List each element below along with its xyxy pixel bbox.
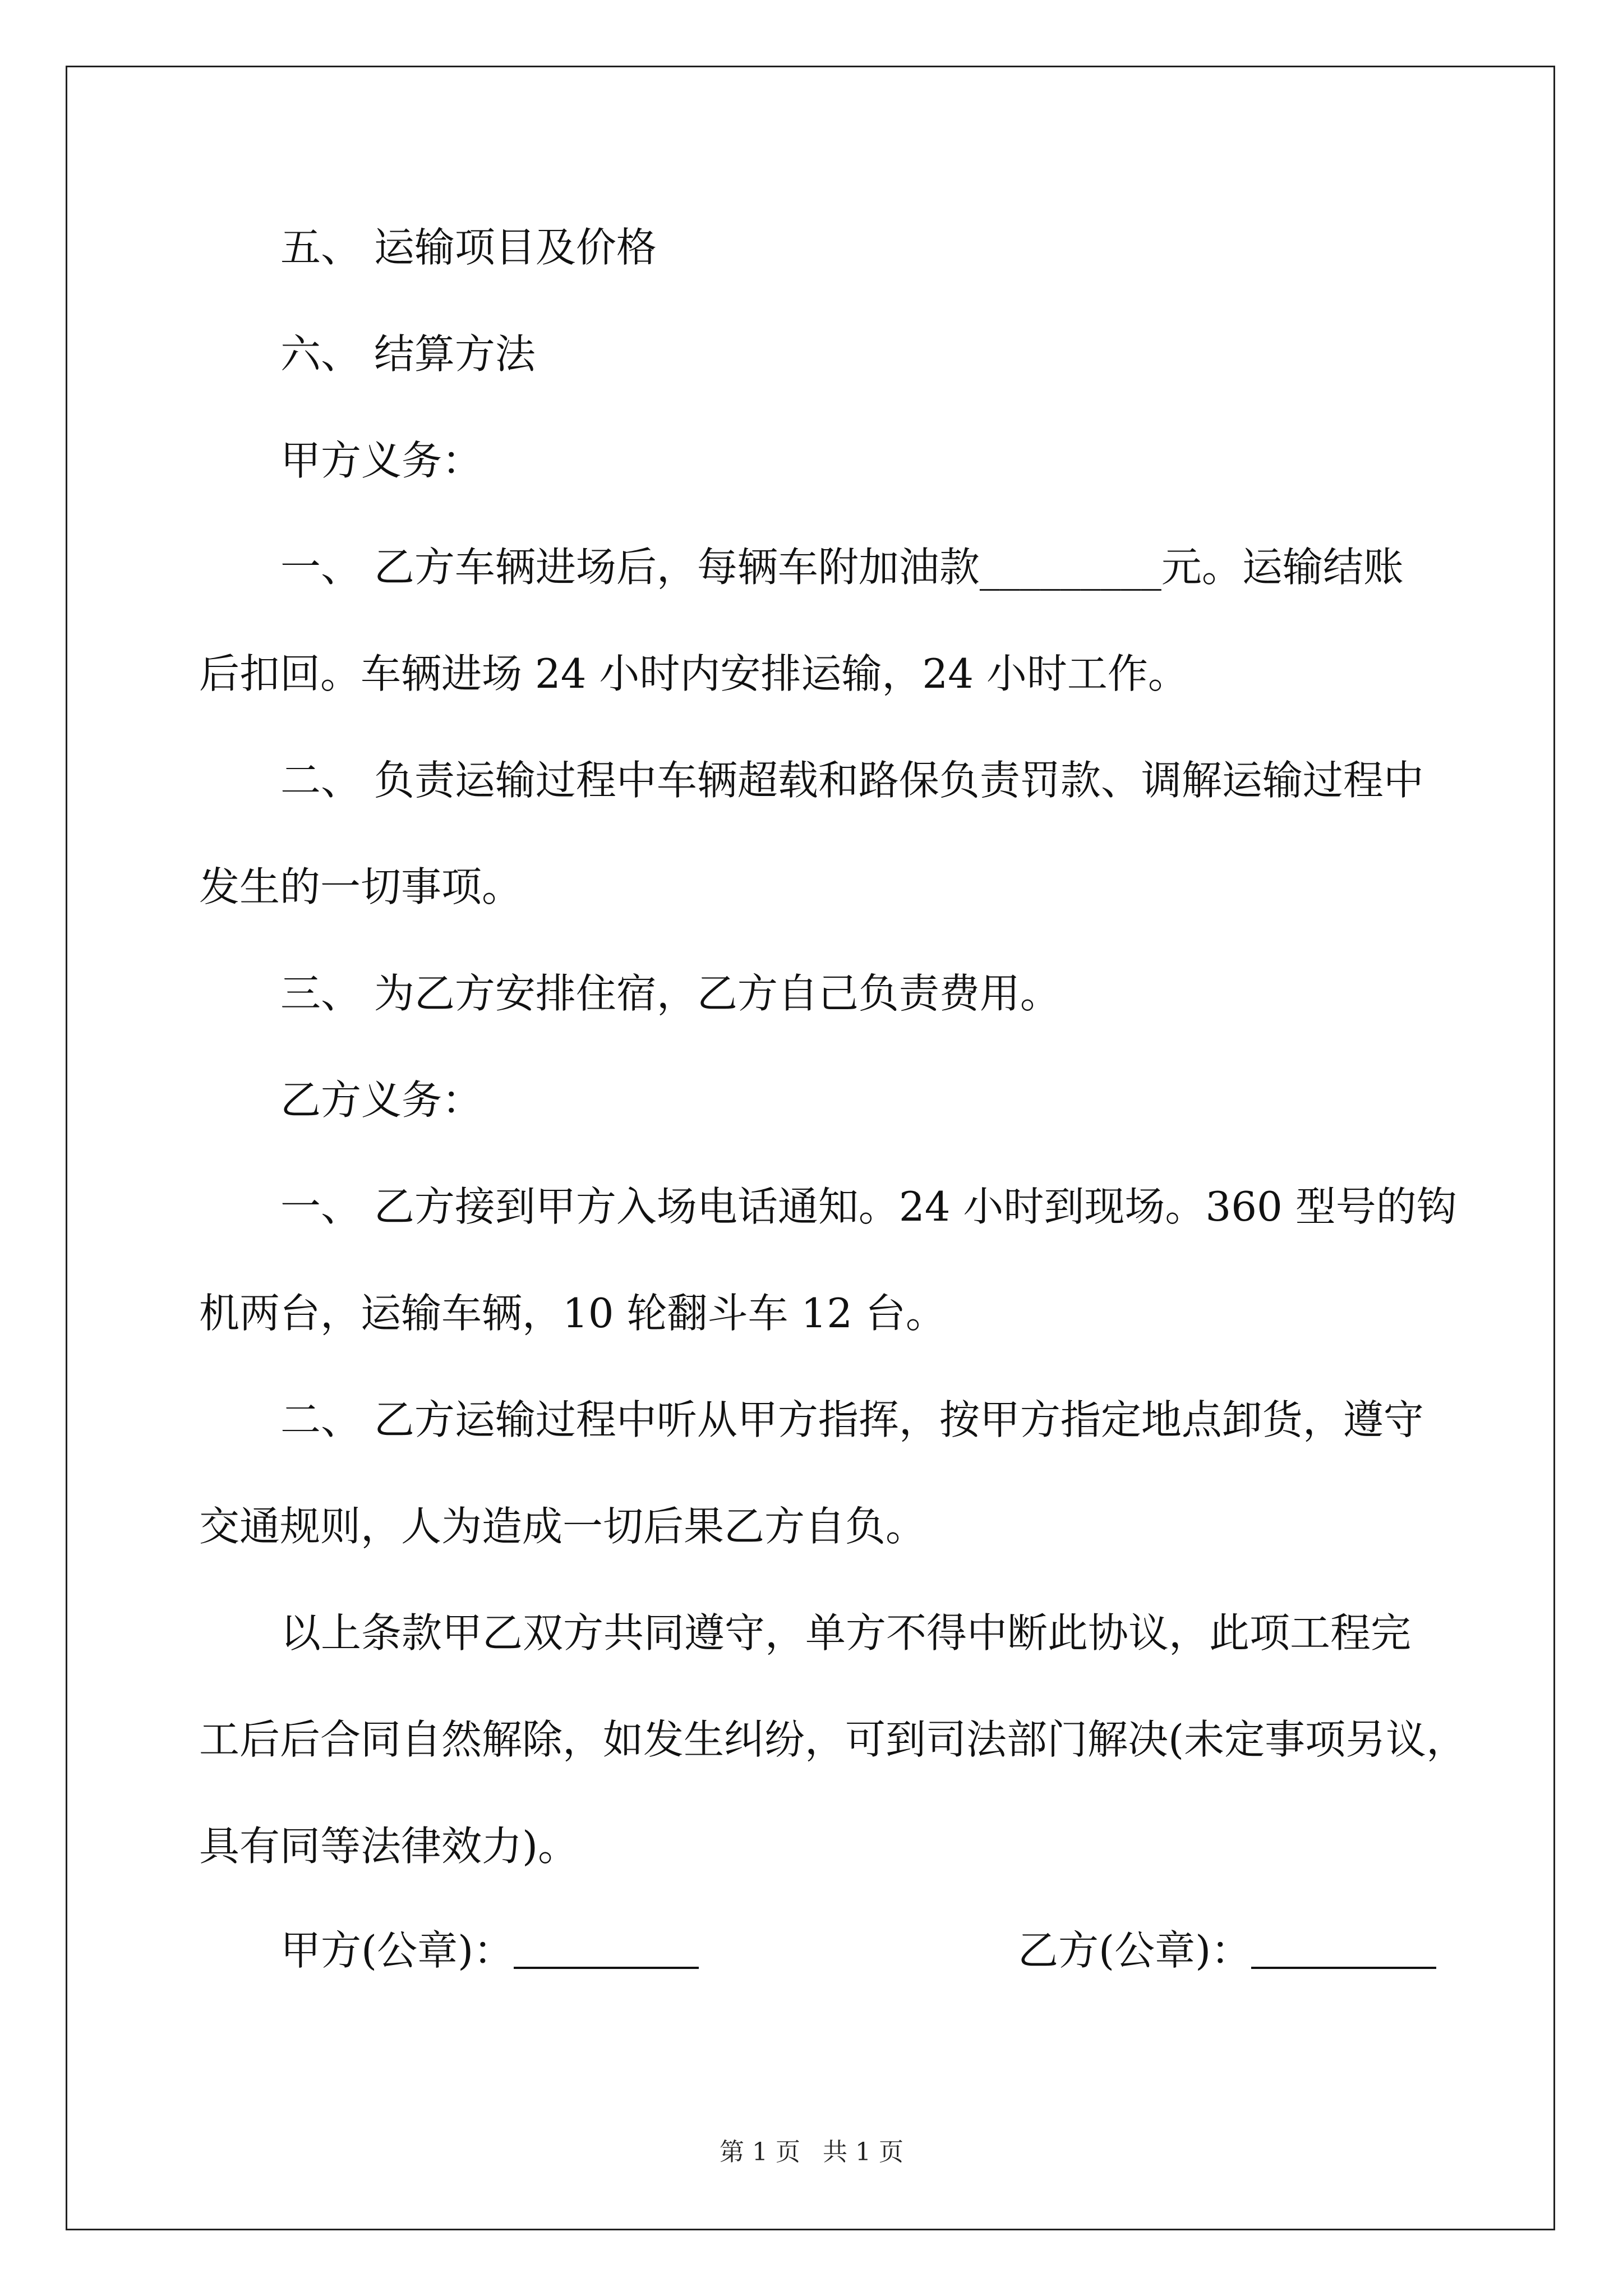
- signature-party-a-blank: [514, 1930, 699, 1969]
- party-a-duty-2-line-2: 发生的一切事项。: [199, 863, 523, 910]
- page-footer: [0, 2132, 1623, 2168]
- closing-paragraph-line-1: 以上条款甲乙双方共同遵守，单方不得中断此协议，此项工程完: [280, 1609, 1412, 1657]
- page-number: 第 1 页: [720, 2138, 800, 2166]
- party-a-duties-heading: 甲方义务：: [280, 437, 483, 484]
- party-a-duty-1-line-2: 后扣回。车辆进场 24 小时内安排运输，24 小时工作。: [199, 650, 1188, 697]
- page-total: 共 1 页: [823, 2138, 903, 2166]
- party-a-duty-2-line-1: 二、 负责运输过程中车辆超载和路保负责罚款、调解运输过程中: [280, 757, 1424, 804]
- party-a-duty-1-line-1: 一、 乙方车辆进场后，每辆车附加油款_________元。运输结账: [280, 544, 1404, 591]
- closing-paragraph-line-2: 工后后合同自然解除，如发生纠纷，可到司法部门解决(未定事项另议，: [199, 1716, 1467, 1763]
- clause-five: 五、 运输项目及价格: [280, 224, 657, 271]
- clause-six: 六、 结算方法: [280, 330, 536, 378]
- party-a-duty-3: 三、 为乙方安排住宿，乙方自己负责费用。: [280, 970, 1061, 1017]
- signature-party-a: [280, 1927, 699, 1974]
- signature-party-b-label: 乙方(公章)：: [1018, 1927, 1252, 1974]
- party-b-duty-1-line-2: 机两台，运输车辆，10 轮翻斗车 12 台。: [199, 1290, 946, 1337]
- signature-party-a-label: 甲方(公章)：: [280, 1927, 514, 1974]
- party-b-duty-2-line-1: 二、 乙方运输过程中听从甲方指挥，按甲方指定地点卸货，遵守: [280, 1396, 1424, 1443]
- party-b-duty-1-line-1: 一、 乙方接到甲方入场电话通知。24 小时到现场。360 型号的钩: [280, 1183, 1457, 1230]
- party-b-duties-heading: 乙方义务：: [280, 1076, 483, 1124]
- party-b-duty-2-line-2: 交通规则，人为造成一切后果乙方自负。: [199, 1503, 926, 1550]
- page-border: [66, 66, 1555, 2230]
- signature-party-b-blank: [1251, 1930, 1436, 1969]
- signature-party-b: [1018, 1927, 1436, 1974]
- closing-paragraph-line-3: 具有同等法律效力)。: [199, 1823, 579, 1870]
